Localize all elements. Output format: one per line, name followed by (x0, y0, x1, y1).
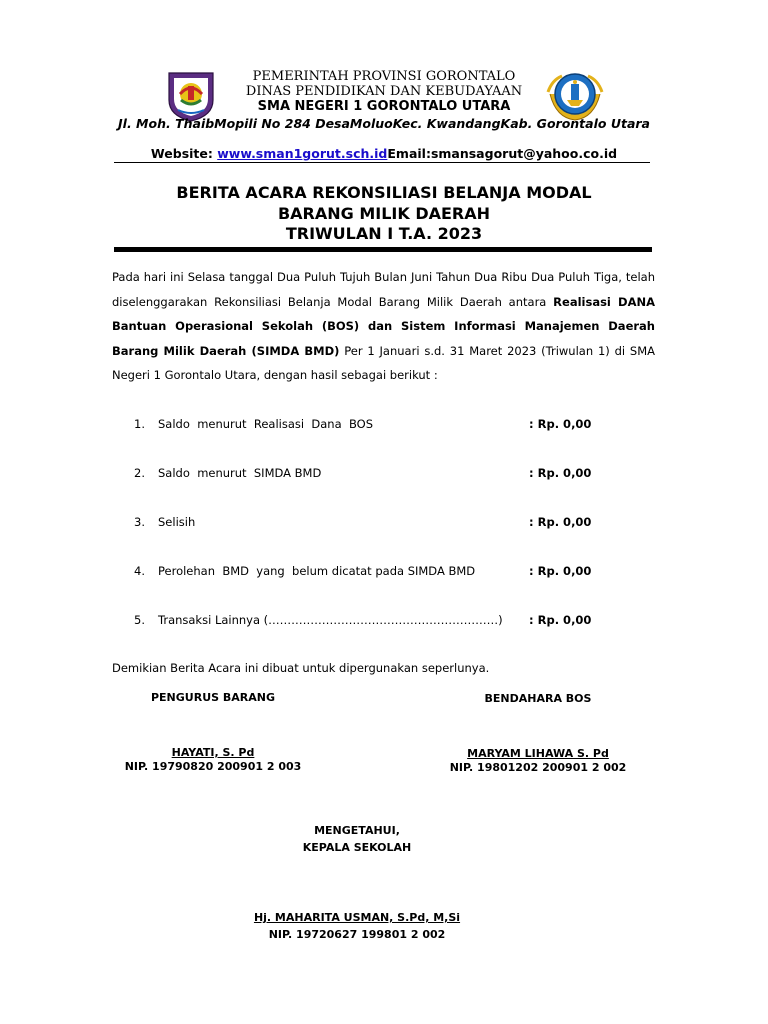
signature-role: BENDAHARA BOS (484, 692, 592, 705)
signature-nip: NIP. 19790820 200901 2 003 (124, 760, 302, 773)
signature-role: PENGURUS BARANG (150, 691, 275, 704)
signature-nip: NIP. 19720627 199801 2 002 (268, 928, 446, 941)
document-title-line1: BERITA ACARA REKONSILIASI BELANJA MODAL (176, 183, 592, 202)
item-number: 1. (134, 417, 145, 431)
item-value: : Rp. 0,00 (529, 466, 592, 480)
item-label: Perolehan BMD yang belum dicatat pada SIMDA BMD (158, 564, 476, 578)
intro-paragraph (112, 265, 655, 388)
item-number: 3. (134, 515, 145, 529)
signature-name-block-center (237, 909, 477, 943)
document-title-line2: BARANG MILIK DAERAH (277, 204, 491, 223)
list-item (112, 613, 672, 633)
item-label: Selisih (158, 515, 196, 529)
item-value: : Rp. 0,00 (529, 515, 592, 529)
list-item (112, 515, 672, 535)
signature-block-right (437, 692, 639, 705)
website-label: Website: (150, 146, 218, 161)
signature-name: MARYAM LIHAWA S. Pd (467, 747, 609, 760)
list-item (112, 466, 672, 486)
signature-block-left (112, 691, 314, 704)
header-address: Jl. Moh. ThaibMopili No 284 DesaMoluoKec. KwandangKab. Gorontalo Utara (118, 116, 650, 131)
intro-text-part2: Per 1 Januari s.d. 31 Maret 2023 (Triwulan 1) di SMA Negeri 1 Gorontalo Utara, dengan hasil sebagai berikut : (112, 343, 655, 382)
item-number: 5. (134, 613, 145, 627)
header-government: PEMERINTAH PROVINSI GORONTALO (252, 69, 516, 84)
header-department: DINAS PENDIDIKAN DAN KEBUDAYAAN (245, 84, 523, 99)
signature-name-block-left (112, 746, 314, 773)
title-divider (114, 247, 652, 252)
list-item (112, 564, 672, 584)
item-value: : Rp. 0,00 (529, 564, 592, 578)
item-value: : Rp. 0,00 (529, 613, 592, 627)
document-title-line3: TRIWULAN I T.A. 2023 (285, 224, 483, 243)
header-contact (112, 146, 656, 161)
signature-nip: NIP. 19801202 200901 2 002 (449, 761, 627, 774)
header-divider (114, 162, 650, 163)
item-number: 4. (134, 564, 145, 578)
signature-role-line2: KEPALA SEKOLAH (302, 841, 412, 854)
intro-text-bold: Realisasi DANA Bantuan Operasional Sekolah (BOS) dan Sistem Informasi Manajemen Daerah Barang Milik Daerah (SIMDA BMD) (112, 294, 655, 358)
signature-name-block-right (437, 747, 639, 774)
item-label: Saldo menurut Realisasi Dana BOS (158, 417, 373, 431)
signature-role-line1: MENGETAHUI, (314, 824, 400, 837)
list-item (112, 417, 672, 437)
intro-text-part1: Pada hari ini Selasa tanggal Dua Puluh Tujuh Bulan Juni Tahun Dua Ribu Dua Puluh Tiga, telah diselenggarakan Rekonsiliasi Belanja Modal Barang Milik Daerah antara (112, 270, 655, 309)
item-label: Saldo menurut SIMDA BMD (158, 466, 322, 480)
header-school-name: SMA NEGERI 1 GORONTALO UTARA (257, 99, 511, 114)
item-number: 2. (134, 466, 145, 480)
signature-name: HAYATI, S. Pd (171, 746, 255, 759)
website-link[interactable]: www.sman1gorut.sch.id (217, 146, 388, 161)
closing-statement: Demikian Berita Acara ini dibuat untuk dipergunakan seperlunya. (112, 661, 490, 675)
item-label: Transaksi Lainnya (……………………………………………………) (158, 613, 503, 627)
email-text: Email:smansagorut@yahoo.co.id (387, 146, 618, 161)
item-value: : Rp. 0,00 (529, 417, 592, 431)
signature-name: Hj. MAHARITA USMAN, S.Pd, M,Si (253, 911, 461, 924)
signature-block-center (257, 822, 457, 856)
